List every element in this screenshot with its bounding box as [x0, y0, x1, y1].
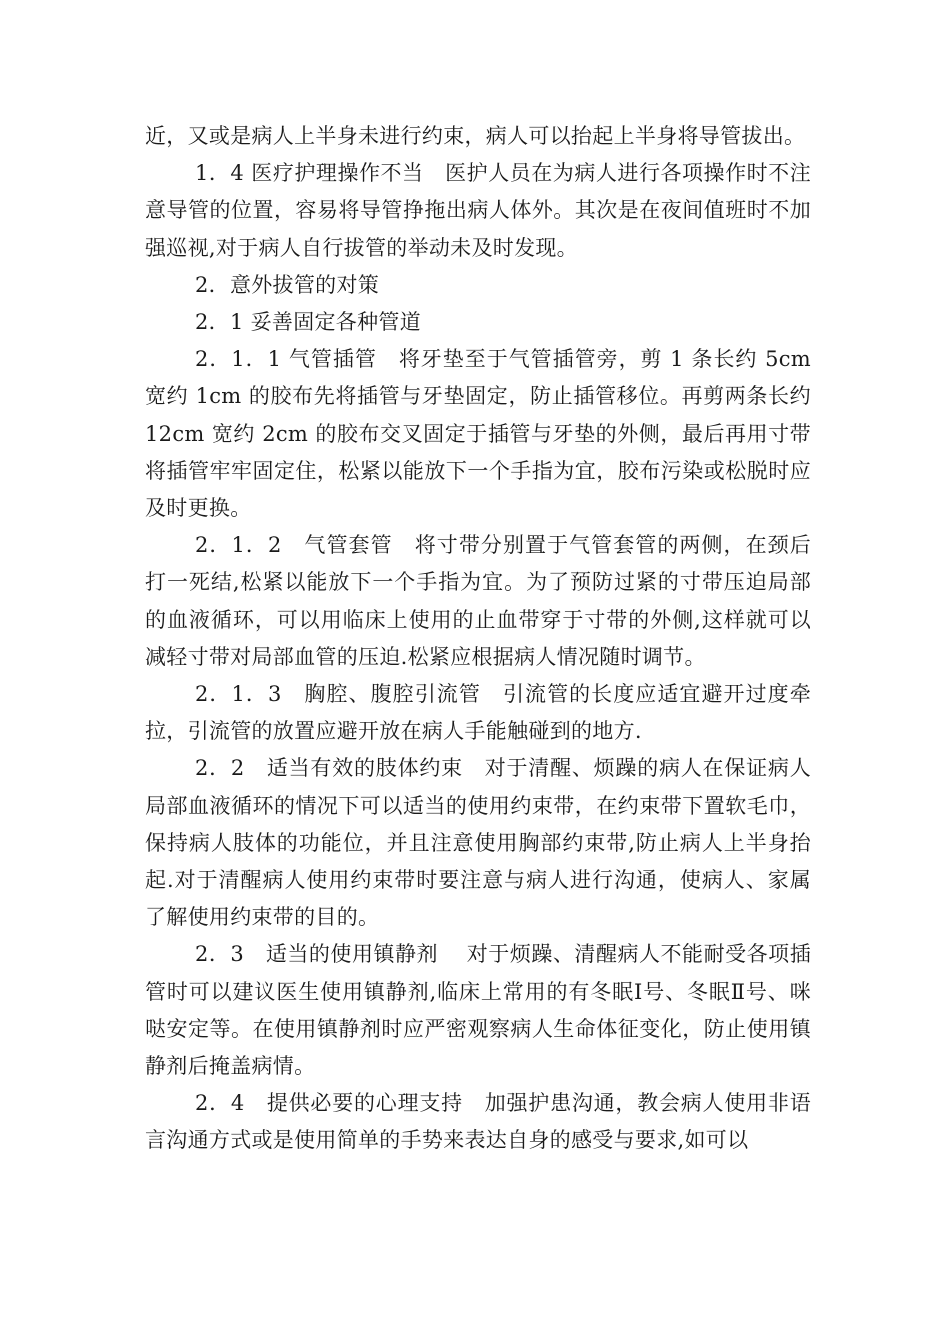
paragraph-2-2: 2．2 适当有效的肢体约束 对于清醒、烦躁的病人在保证病人局部血液循环的情况下可以适当的使用约束带，在约束带下置软毛巾，保持病人肢体的功能位，并且注意使用胸部约束带,防止病人上半身抬起.对于清醒病人使用约束带时要注意与病人进行沟通，使病人、家属了解使用约束带的目的。 — [145, 756, 811, 930]
heading-2-1: 2．1 妥善固定各种管道 — [195, 310, 421, 335]
heading-2: 2．意外拔管的对策 — [195, 272, 380, 297]
paragraph-2-4: 2．4 提供必要的心理支持 加强护患沟通，教会病人使用非语言沟通方式或是使用简单的手势来表达自身的感受与要求,如可以 — [145, 1091, 811, 1153]
paragraph-2-3: 2．3 适当的使用镇静剂 对于烦躁、清醒病人不能耐受各项插管时可以建议医生使用镇静剂,临床上常用的有冬眠Ⅰ号、冬眠Ⅱ号、咪哒安定等。在使用镇静剂时应严密观察病人生命体征变化，防止使用镇静剂后掩盖病情。 — [145, 942, 811, 1079]
paragraph-continuation: 近，又或是病人上半身未进行约束，病人可以抬起上半身将导管拔出。 — [145, 124, 806, 148]
paragraph-1-4: 1．4 医疗护理操作不当 医护人员在为病人进行各项操作时不注意导管的位置，容易将导管挣拖出病人体外。其次是在夜间值班时不加强巡视,对于病人自行拔管的举动未及时发现。 — [145, 161, 811, 260]
paragraph-2-1-1: 2．1．1 气管插管 将牙垫至于气管插管旁，剪 1 条长约 5cm 宽约 1cm 的胶布先将插管与牙垫固定，防止插管移位。再剪两条长约 12cm 宽约 2cm 的胶布交叉固定于插管与牙垫的外侧，最后再用寸带将插管牢牢固定住，松紧以能放下一个手指为宜，胶布污染或松脱时应及时更换。 — [145, 347, 811, 521]
paragraph-2-1-2: 2．1．2 气管套管 将寸带分别置于气管套管的两侧，在颈后打一死结,松紧以能放下一个手指为宜。为了预防过紧的寸带压迫局部的血液循环，可以用临床上使用的止血带穿于寸带的外侧,这样就可以减轻寸带对局部血管的压迫.松紧应根据病人情况随时调节。 — [145, 533, 811, 669]
document-body — [145, 118, 811, 1160]
paragraph-2-1-3: 2．1．3 胸腔、腹腔引流管 引流管的长度应适宜避开过度牵拉，引流管的放置应避开放在病人手能触碰到的地方. — [145, 682, 811, 744]
